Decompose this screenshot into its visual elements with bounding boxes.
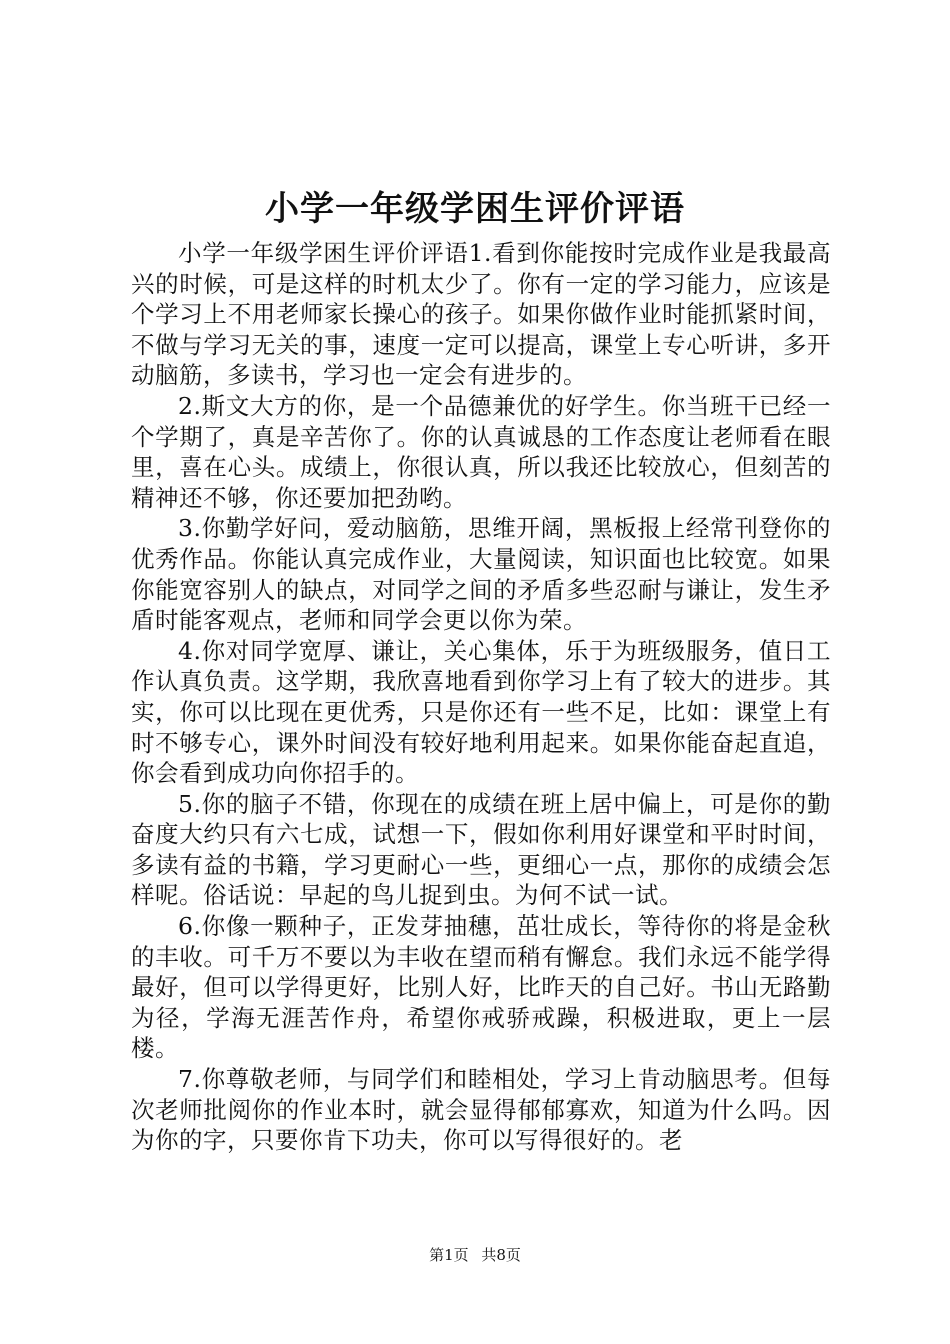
paragraph-4: 4.你对同学宽厚、谦让，关心集体，乐于为班级服务，值日工作认真负责。这学期，我欣喜地看到你学习上有了较大的进步。其实，你可以比现在更优秀，只是你还有一些不足，比如：课堂上有时不够专心，课外时间没有较好地利用起来。如果你能奋起直追，你会看到成功向你招手的。 (131, 636, 831, 788)
page-footer (0, 1245, 950, 1265)
page-total: 共8页 (481, 1246, 521, 1264)
document-body (131, 238, 831, 1156)
paragraph-5: 5.你的脑子不错，你现在的成绩在班上居中偏上，可是你的勤奋度大约只有六七成，试想一下，假如你利用好课堂和平时时间，多读有益的书籍，学习更耐心一些，更细心一点，那你的成绩会怎样呢。俗话说：早起的鸟儿捉到虫。为何不试一试。 (131, 789, 831, 910)
paragraph-3: 3.你勤学好问，爱动脑筋，思维开阔，黑板报上经常刊登你的优秀作品。你能认真完成作业，大量阅读，知识面也比较宽。如果你能宽容别人的缺点，对同学之间的矛盾多些忍耐与谦让，发生矛盾时能客观点，老师和同学会更以你为荣。 (131, 514, 831, 635)
page-number: 第1页 (429, 1246, 469, 1264)
paragraph-7: 7.你尊敬老师，与同学们和睦相处，学习上肯动脑思考。但每次老师批阅你的作业本时，就会显得郁郁寡欢，知道为什么吗。因为你的字，只要你肯下功夫，你可以写得很好的。老 (131, 1065, 831, 1155)
paragraph-1: 小学一年级学困生评价评语1.看到你能按时完成作业是我最高兴的时候，可是这样的时机太少了。你有一定的学习能力，应该是个学习上不用老师家长操心的孩子。如果你做作业时能抓紧时间，不做与学习无关的事，速度一定可以提高，课堂上专心听讲，多开动脑筋，多读书，学习也一定会有进步的。 (131, 239, 831, 390)
paragraph-6: 6.你像一颗种子，正发芽抽穗，茁壮成长，等待你的将是金秋的丰收。可千万不要以为丰收在望而稍有懈怠。我们永远不能学得最好，但可以学得更好，比别人好，比昨天的自己好。书山无路勤为径，学海无涯苦作舟，希望你戒骄戒躁，积极进取，更上一层楼。 (131, 912, 831, 1063)
document-title: 小学一年级学困生评价评语 (265, 189, 685, 229)
paragraph-2: 2.斯文大方的你，是一个品德兼优的好学生。你当班干已经一个学期了，真是辛苦你了。你的认真诚恳的工作态度让老师看在眼里，喜在心头。成绩上，你很认真，所以我还比较放心，但刻苦的精神还不够，你还要加把劲哟。 (131, 391, 831, 512)
